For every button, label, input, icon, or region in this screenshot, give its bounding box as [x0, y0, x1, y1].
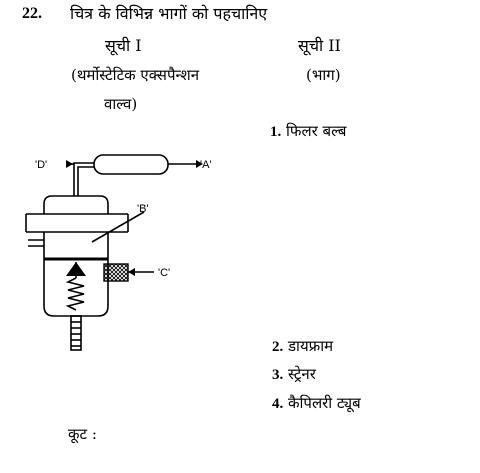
- diagram-label-A: 'A': [200, 159, 212, 171]
- question-text: चित्र के विभिन्न भागों को पहचानिए: [70, 4, 268, 23]
- valve-top-cap: [44, 196, 108, 214]
- diagram-label-C: 'C': [158, 267, 171, 279]
- adjusting-stem: [71, 316, 81, 350]
- leader-B: [92, 212, 144, 242]
- list2-item-number: 3.: [272, 367, 284, 383]
- filler-bulb-shape: [94, 155, 168, 174]
- list1-subheading-line2: वाल्व): [104, 95, 138, 113]
- diagram-label-B: 'B': [137, 203, 149, 215]
- valve-needle: [66, 262, 86, 276]
- list2-item-label: डायफ्राम: [288, 337, 334, 355]
- capillary-tube-shape: [74, 163, 94, 196]
- koot-label: कूट :: [68, 425, 97, 443]
- arrow-C: [128, 268, 135, 276]
- strainer-shape: [104, 264, 128, 281]
- arrow-D: [66, 160, 73, 168]
- list2-subheading: (भाग): [306, 66, 341, 84]
- list2-item-number: 2.: [272, 339, 284, 355]
- list2-item-label: फिलर बल्ब: [286, 122, 347, 140]
- list1-heading: सूची I: [105, 36, 142, 55]
- list2-item-label: स्ट्रेनर: [288, 365, 316, 383]
- list1-subheading-line1: (थर्मोस्टेटिक एक्सपैन्शन: [71, 66, 200, 84]
- question-number: 22.: [22, 5, 42, 22]
- list2-heading: सूची II: [298, 36, 341, 55]
- valve-spring: [68, 278, 84, 310]
- list2-item-number: 1.: [270, 124, 282, 140]
- list2-item-number: 4.: [272, 396, 284, 412]
- diagram-label-D: 'D': [35, 159, 48, 171]
- inlet-stub: [28, 240, 44, 246]
- list2-item-label: कैपिलरी ट्यूब: [288, 394, 361, 412]
